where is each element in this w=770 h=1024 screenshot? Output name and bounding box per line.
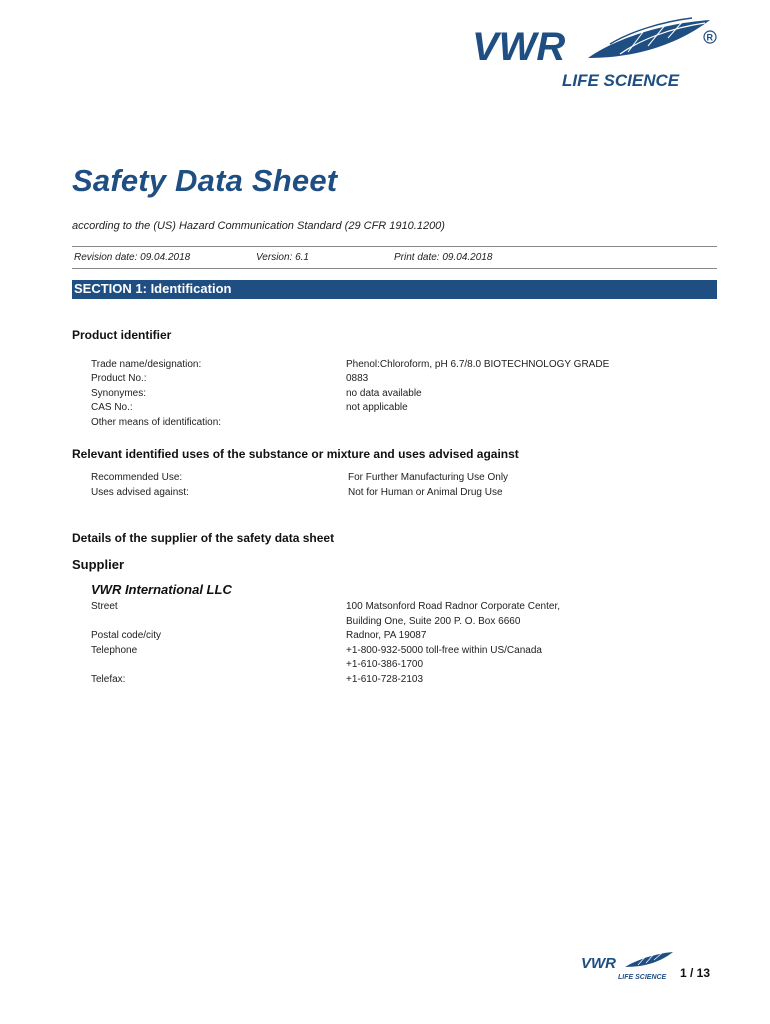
- footer-logo-graphic: [580, 950, 675, 982]
- logo-tagline: LIFE SCIENCE: [562, 71, 680, 90]
- registered-glyph: R: [706, 32, 713, 43]
- street-label: Street: [91, 601, 118, 612]
- section-1-heading: SECTION 1: Identification: [74, 281, 232, 296]
- document-subtitle: according to the (US) Hazard Communication Standard (29 CFR 1910.1200): [72, 220, 445, 232]
- supplier-heading: Supplier: [72, 557, 125, 572]
- cas-no-value: not applicable: [346, 402, 408, 413]
- trade-name-label: Trade name/designation:: [91, 359, 202, 370]
- telephone-line-2: +1-610-386-1700: [346, 659, 424, 670]
- footer-vwr-logo: [580, 950, 675, 982]
- supplier-company: VWR International LLC: [91, 582, 232, 597]
- street-line-2: Building One, Suite 200 P. O. Box 6660: [346, 616, 521, 627]
- telephone-line-1: +1-800-932-5000 toll-free within US/Canada: [346, 645, 542, 656]
- footer-logo-tagline: LIFE SCIENCE: [618, 974, 667, 981]
- page-number: 1 / 13: [680, 966, 711, 980]
- cas-no-label: CAS No.:: [91, 402, 133, 413]
- synonymes-value: no data available: [346, 388, 422, 399]
- leaf-icon: [588, 18, 710, 58]
- header-rule-top: [72, 246, 717, 247]
- footer-logo-wordmark: VWR: [581, 955, 616, 972]
- section-1-bar: [72, 280, 717, 299]
- document-title: Safety Data Sheet: [72, 163, 338, 198]
- vwr-logo-graphic: [470, 14, 720, 94]
- other-identification-label: Other means of identification:: [91, 417, 222, 428]
- logo-wordmark: VWR: [472, 25, 566, 69]
- trade-name-value: Phenol:Chloroform, pH 6.7/8.0 BIOTECHNOLOGY GRADE: [346, 359, 610, 370]
- postal-label: Postal code/city: [91, 630, 162, 641]
- product-no-label: Product No.:: [91, 373, 147, 384]
- postal-value: Radnor, PA 19087: [346, 630, 427, 641]
- telephone-label: Telephone: [91, 645, 138, 656]
- uses-heading: Relevant identified uses of the substance or mixture and uses advised against: [72, 447, 519, 461]
- product-no-value: 0883: [346, 373, 369, 384]
- footer-leaf-icon: [625, 952, 673, 967]
- product-identifier-heading: Product identifier: [72, 328, 172, 342]
- print-date: Print date: 09.04.2018: [394, 252, 493, 263]
- supplier-details-heading: Details of the supplier of the safety data sheet: [72, 531, 335, 545]
- recommended-use-value: For Further Manufacturing Use Only: [348, 472, 509, 483]
- synonymes-label: Synonymes:: [91, 388, 147, 399]
- vwr-logo: [470, 14, 720, 94]
- version: Version: 6.1: [256, 252, 309, 263]
- telefax-label: Telefax:: [91, 674, 126, 685]
- header-rule-bottom: [72, 268, 717, 269]
- uses-advised-against-label: Uses advised against:: [91, 487, 189, 498]
- uses-advised-against-value: Not for Human or Animal Drug Use: [348, 487, 503, 498]
- telefax-value: +1-610-728-2103: [346, 674, 424, 685]
- street-line-1: 100 Matsonford Road Radnor Corporate Center,: [346, 601, 561, 612]
- revision-date: Revision date: 09.04.2018: [74, 252, 191, 263]
- recommended-use-label: Recommended Use:: [91, 472, 183, 483]
